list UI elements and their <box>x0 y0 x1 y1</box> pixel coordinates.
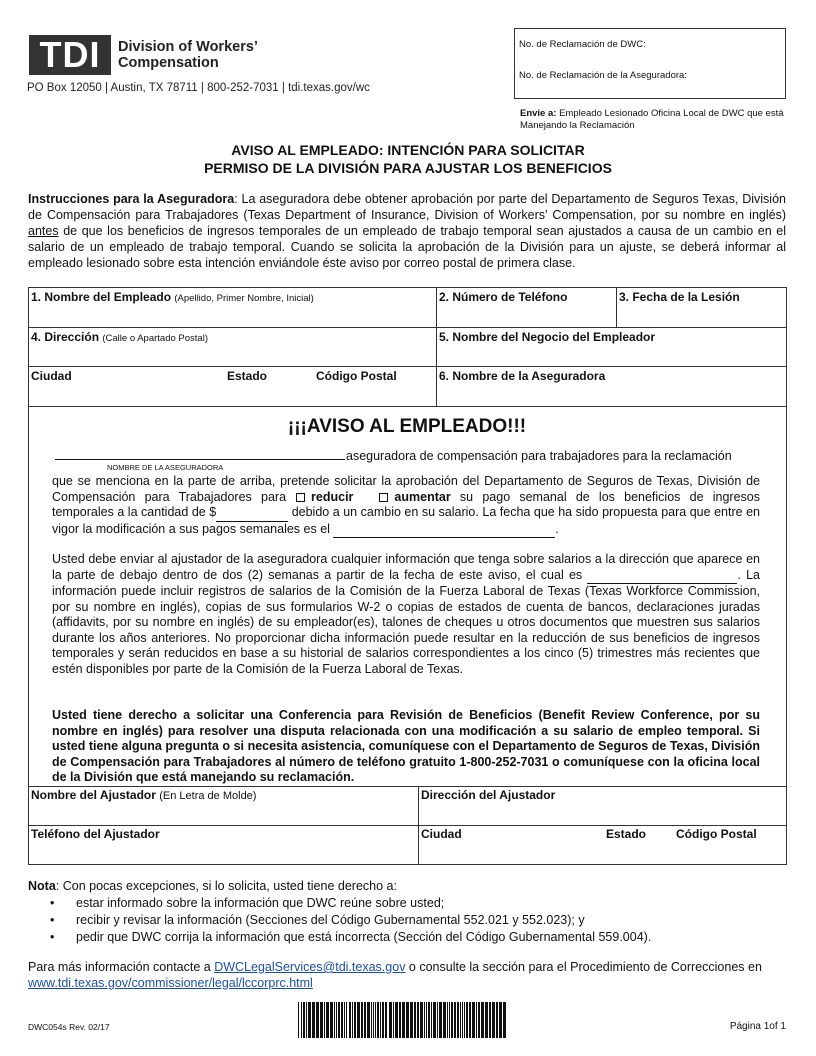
notice-p2-a: Usted debe enviar al ajustador de la aseguradora cualquier información que tenga sobre salarios a la dirección que aparece en la parte de debajo dentro de dos (2) semanas a partir de la fecha de este aviso, el cual es <box>52 552 760 582</box>
state-field[interactable] <box>227 369 267 383</box>
send-to-text: Empleado Lesionado Oficina Local de DWC que está Manejando la Reclamación <box>520 108 784 131</box>
page-number: Página 1of 1 <box>729 1021 786 1032</box>
city-field[interactable] <box>31 369 72 383</box>
adjuster-phone-label: Teléfono del Ajustador <box>31 827 160 841</box>
adjuster-name-field[interactable] <box>31 788 256 802</box>
notice-p1-b: que se menciona en la parte de arriba, pretende solicitar la aprobación del Departamento de Seguros de Texas, División de Compensación para Trabajadores para <box>52 474 760 504</box>
adjuster-zip-field[interactable] <box>676 827 757 841</box>
note-intro <box>28 878 786 895</box>
increase-checkbox[interactable] <box>379 493 388 502</box>
division-name <box>118 39 258 71</box>
phone-number-field[interactable] <box>439 290 567 304</box>
adjuster-zip-label: Código Postal <box>676 827 757 841</box>
instructions-antes: antes <box>28 224 59 238</box>
employee-name-label: 1. Nombre del Empleado <box>31 290 172 304</box>
notice-paragraph-3: Usted tiene derecho a solicitar una Conferencia para Revisión de Beneficios (Benefit Review Conference, por su nombre en inglés) para resolver una disputa relacionada con una modificación a su salario de empleo temporal. Si usted tiene alguna pregunta o si necesita asistencia, comuníquese con el Departamento de Seguros de Texas, División de Compensación para Trabajadores al número de teléfono gratuito 1-800-252-7031 o comuníquese con la oficina local de la División que está manejando su reclamación. <box>52 708 760 784</box>
insurer-name-caption: NOMBRE DE LA ASEGURADORA <box>107 463 224 472</box>
division-name-line2: Compensation <box>118 55 219 71</box>
adjuster-city-label: Ciudad <box>421 827 462 841</box>
adjuster-phone-field[interactable] <box>31 827 160 841</box>
notice-heading: ¡¡¡AVISO AL EMPLEADO!!! <box>287 416 527 437</box>
corrections-procedure-link[interactable]: www.tdi.texas.gov/commissioner/legal/lccorprc.html <box>28 976 313 990</box>
tdi-logo: TDI <box>29 35 111 75</box>
dwc-claim-number-label: No. de Reclamación de DWC: <box>519 39 646 50</box>
barcode-image <box>298 1002 508 1038</box>
list-item: • pedir que DWC corrija la información que está incorrecta (Sección del Código Gubernamental 559.004). <box>28 929 786 946</box>
address-hint: (Calle o Apartado Postal) <box>102 333 208 344</box>
send-to-label: Envie a: <box>520 108 557 119</box>
note-label: Nota <box>28 879 56 893</box>
form-id: DWC054s Rev. 02/17 <box>28 1022 110 1032</box>
adjuster-name-label: Nombre del Ajustador <box>31 788 156 802</box>
employer-name-field[interactable] <box>439 330 655 344</box>
address-field[interactable] <box>31 330 208 344</box>
instructions-text-a: : La aseguradora debe obtener aprobación por parte del Departamento de Seguros Texas, División de Compensación para Trabajadores (Texas Department of Insurance, Division of Workers’ Compensation, por su nombre en inglés) <box>28 192 786 222</box>
injury-date-field[interactable] <box>619 290 740 304</box>
zip-label: Código Postal <box>316 369 397 383</box>
adjuster-state-field[interactable] <box>606 827 646 841</box>
send-to <box>520 108 790 132</box>
adjuster-city-field[interactable] <box>421 827 462 841</box>
notice-paragraph-2 <box>52 552 760 677</box>
division-name-line1: Division of Workers’ <box>118 39 258 55</box>
list-item: • estar informado sobre la información que DWC reúne sobre usted; <box>28 895 786 912</box>
insurer-claim-number-label: No. de Reclamación de la Aseguradora: <box>519 70 687 81</box>
more-info-a: Para más información contacte a <box>28 960 215 974</box>
more-info <box>28 959 786 991</box>
instructions-label: Instrucciones para la Aseguradora <box>28 192 235 206</box>
adjuster-name-hint: (En Letra de Molde) <box>159 790 257 802</box>
notice-p1-a: aseguradora de compensación para trabajadores para la reclamación <box>346 449 732 463</box>
employee-name-field[interactable] <box>31 290 314 304</box>
agency-address: PO Box 12050 | Austin, TX 78711 | 800-252-7031 | tdi.texas.gov/wc <box>27 82 370 94</box>
adjuster-address-label: Dirección del Ajustador <box>421 788 556 802</box>
city-label: Ciudad <box>31 369 72 383</box>
notice-p2-b: . La información puede incluir registros de salarios de la Comisión de la Fuerza Laboral de Texas (Texas Workforce Commission, por su nombre en inglés), copias de sus formularios W-2 o copias de estados de cuenta de bancos, declaraciones juradas (affidavits, por su nombre en inglés) de su empleador(es), talones de cheques u otros documentos que muestren sus salarios durante los años anteriores. No proporcionar dicha información puede resultar en la reducción de sus beneficios de ingresos temporales y serán reducidos en base a su historial de salarios correspondientes a los cinco (5) trimestres más recientes que estén disponibles por parte de la Comisión de la Fuerza Laboral de Texas. <box>52 567 760 676</box>
insurer-name-label: 6. Nombre de la Aseguradora <box>439 369 606 383</box>
phone-number-label: 2. Número de Teléfono <box>439 290 568 304</box>
notice-paragraph-1: que se menciona en la parte de arriba, pretende solicitar la aprobación del Departamento de Seguros de Texas, División de Compensación para Trabajadores para reducir aumentar su pago semanal de los beneficios de ingresos temporales a la cantidad de $ debido a un cambio en su salario. La fecha que ha sido propuesta para que entre en vigor la modificación a sus pagos semanales es el . <box>52 474 760 538</box>
notice-p1-c: su pago semanal de los beneficios de ingresos temporales a la cantidad de $ <box>52 489 760 519</box>
state-label: Estado <box>227 369 268 383</box>
note-intro-text: : Con pocas excepciones, si lo solicita, usted tiene derecho a: <box>55 879 397 893</box>
rights-list <box>28 895 786 946</box>
reduce-label: reducir <box>311 489 354 504</box>
instructions-text-b: de que los beneficios de ingresos temporales de un empleado de trabajo temporal sean ajustados a causa de un cambio en el salario de un empleado de trabajo temporal. Cuando se solicita la aprobación de la División para un ajuste, se deberá informar al empleado lesionado sobre esta intención enviándole éste aviso por correo postal de primera clase. <box>28 224 786 270</box>
effective-date-blank[interactable] <box>333 522 555 539</box>
reduce-checkbox[interactable] <box>296 493 305 502</box>
notice-p1-d: debido a un cambio en su salario. La fecha que ha sido propuesta para que entre en vigor la modificación a sus pagos semanales es el <box>52 505 760 536</box>
benefit-amount-blank[interactable] <box>216 505 288 522</box>
legal-services-email-link[interactable]: DWCLegalServices@tdi.texas.gov <box>214 960 406 974</box>
insurer-name-field[interactable] <box>439 369 605 383</box>
form-title-line1: AVISO AL EMPLEADO: INTENCIÓN PARA SOLICITAR <box>231 142 585 158</box>
adjuster-address-field[interactable] <box>421 788 555 802</box>
address-label: 4. Dirección <box>31 330 100 344</box>
insurer-name-line[interactable] <box>55 459 345 460</box>
note-section <box>28 878 786 991</box>
increase-label: aumentar <box>394 489 451 504</box>
zip-field[interactable] <box>316 369 397 383</box>
adjuster-state-label: Estado <box>606 827 647 841</box>
form-title-line2: PERMISO DE LA DIVISIÓN PARA AJUSTAR LOS BENEFICIOS <box>204 160 612 176</box>
more-info-b: o consulte la sección para el Procedimiento de Correcciones en <box>405 960 762 974</box>
employer-name-label: 5. Nombre del Negocio del Empleador <box>439 330 656 344</box>
list-item: • recibir y revisar la información (Secciones del Código Gubernamental 552.021 y 552.023); y <box>28 912 786 929</box>
insurer-instructions <box>28 191 786 271</box>
notice-date-blank[interactable] <box>587 568 737 585</box>
employee-name-hint: (Apellido, Primer Nombre, Inicial) <box>174 293 314 304</box>
injury-date-label: 3. Fecha de la Lesión <box>619 290 740 304</box>
claim-number-box <box>514 28 786 99</box>
